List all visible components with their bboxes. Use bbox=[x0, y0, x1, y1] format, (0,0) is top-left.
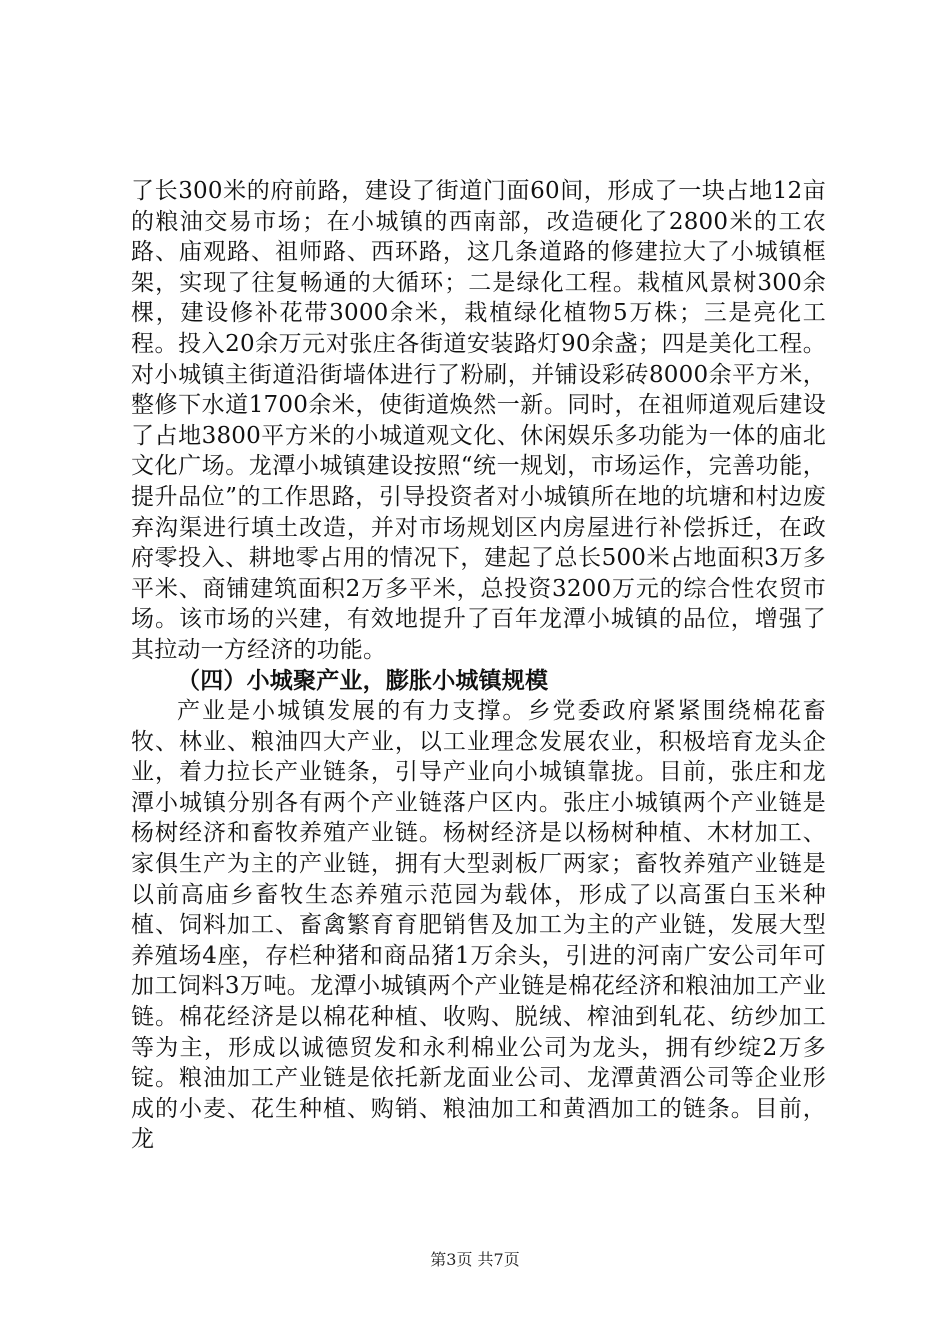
page-number: 第3页 共7页 bbox=[430, 1250, 520, 1269]
body-paragraph-industry: 产业是小城镇发展的有力支撑。乡党委政府紧紧围绕棉花畜牧、林业、粮油四大产业，以工业理念发展农业，积极培育龙头企业，着力拉长产业链条，引导产业向小城镇靠拢。目前，张庄和龙潭小城镇分别各有两个产业链落户区内。张庄小城镇两个产业链是杨树经济和畜牧养殖产业链。杨树经济是以杨树种植、木材加工、家俱生产为主的产业链，拥有大型剥板厂两家；畜牧养殖产业链是以前高庙乡畜牧生态养殖示范园为载体，形成了以高蛋白玉米种植、饲料加工、畜禽繁育育肥销售及加工为主的产业链，发展大型养殖场4座，存栏种猪和商品猪1万余头，引进的河南广安公司年可加工饲料3万吨。龙潭小城镇两个产业链是棉花经济和粮油加工产业链。棉花经济是以棉花种植、收购、脱绒、榨油到轧花、纺纱加工等为主，形成以诚德贸发和永利棉业公司为龙头，拥有纱绽2万多锭。粮油加工产业链是依托新龙面业公司、龙潭黄酒公司等企业形成的小麦、花生种植、购销、粮油加工和黄酒加工的链条。目前，龙 bbox=[131, 698, 826, 1153]
page-footer bbox=[0, 1247, 950, 1270]
document-body bbox=[131, 176, 826, 1155]
body-paragraph-continuation: 了长300米的府前路，建设了街道门面60间，形成了一块占地12亩的粮油交易市场；在小城镇的西南部，改造硬化了2800米的工农路、庙观路、祖师路、西环路，这几条道路的修建拉大了小城镇框架，实现了往复畅通的大循环；二是绿化工程。栽植风景树300余棵，建设修补花带3000余米，栽植绿化植物5万株；三是亮化工程。投入20余万元对张庄各街道安装路灯90余盏；四是美化工程。对小城镇主街道沿街墙体进行了粉刷，并铺设彩砖8000余平方米，整修下水道1700余米，使街道焕然一新。同时，在祖师道观后建设了占地3800平方米的小城道观文化、休闲娱乐多功能为一体的庙北文化广场。龙潭小城镇建设按照“统一规划，市场运作，完善功能，提升品位”的工作思路，引导投资者对小城镇所在地的坑塘和村边废弃沟渠进行填土改造，并对市场规划区内房屋进行补偿拆迁，在政府零投入、耕地零占用的情况下，建起了总长500米占地面积3万多平米、商铺建筑面积2万多平米，总投资3200万元的综合性农贸市场。该市场的兴建，有效地提升了百年龙潭小城镇的品位，增强了其拉动一方经济的功能。 bbox=[131, 178, 826, 663]
section-heading: （四）小城聚产业，膨胀小城镇规模 bbox=[177, 667, 549, 694]
